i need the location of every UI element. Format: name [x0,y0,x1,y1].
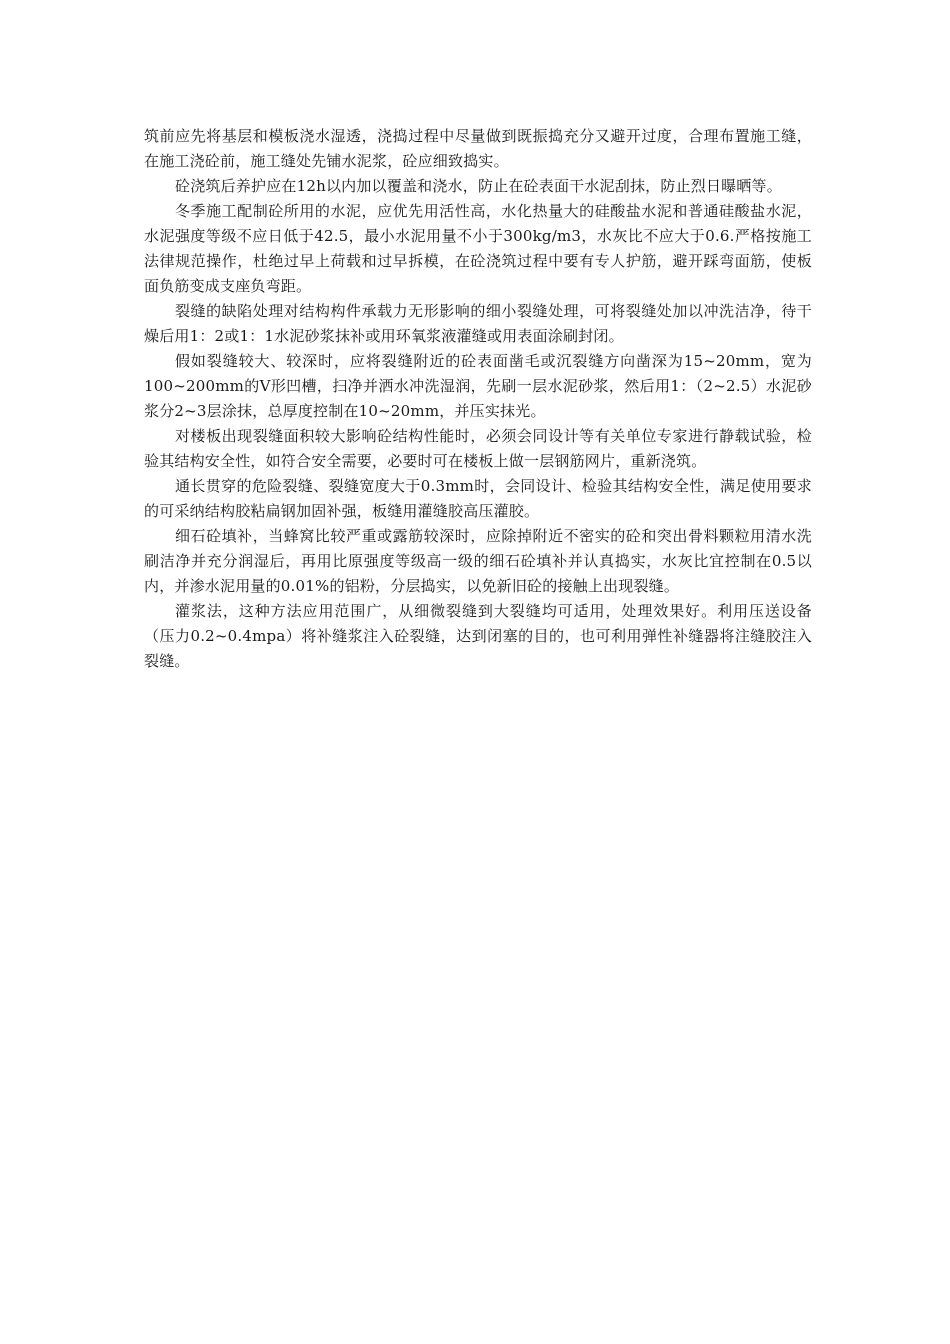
paragraph-load-test: 对楼板出现裂缝面积较大影响砼结构性能时，必须会同设计等有关单位专家进行静载试验，检验其结构安全性，如符合安全需要，必要时可在楼板上做一层钢筋网片，重新浇筑。 [144,427,812,470]
paragraph-continuation: 筑前应先将基层和模板浇水湿透，浇捣过程中尽量做到既振捣充分又避开过度，合理布置施工缝，在施工浇砼前，施工缝处先铺水泥浆，砼应细致捣实。 [144,127,812,170]
paragraph-fine-crack-treatment: 裂缝的缺陷处理对结构构件承载力无形影响的细小裂缝处理，可将裂缝处加以冲洗洁净，待干燥后用1：2或1：1水泥砂浆抹补或用环氧浆液灌缝或用表面涂刷封闭。 [144,302,812,345]
paragraph-large-crack-treatment: 假如裂缝较大、较深时，应将裂缝附近的砼表面凿毛或沉裂缝方向凿深为15~20mm，宽为100~200mm的V形凹槽，扫净并洒水冲洗湿润，先刷一层水泥砂浆，然后用1：（2~2.5）水泥砂浆分2~3层涂抹，总厚度控制在10~20mm，并压实抹光。 [144,352,812,420]
paragraph-fine-aggregate-fill: 细石砼填补，当蜂窝比较严重或露筋较深时，应除掉附近不密实的砼和突出骨料颗粒用清水洗刷洁净并充分润湿后，再用比原强度等级高一级的细石砼填补并认真捣实，水灰比宜控制在0.5以内，并渗水泥用量的0.01%的铝粉，分层捣实，以免新旧砼的接触上出现裂缝。 [144,527,812,595]
paragraph-through-crack: 通长贯穿的危险裂缝、裂缝宽度大于0.3mm时，会同设计、检验其结构安全性，满足使用要求的可采纳结构胶粘扁钢加固补强，板缝用灌缝胶高压灌胶。 [144,477,812,520]
paragraph-winter-construction: 冬季施工配制砼所用的水泥，应优先用活性高，水化热量大的硅酸盐水泥和普通硅酸盐水泥，水泥强度等级不应日低于42.5，最小水泥用量不小于300kg/m3，水灰比不应大于0.6.严格按施工法律规范操作，杜绝过早上荷载和过早拆模，在砼浇筑过程中要有专人护筋，避开踩弯面筋，使板面负筋变成支座负弯距。 [144,202,812,295]
document-body [144,124,812,674]
paragraph-grouting: 灌浆法，这种方法应用范围广，从细微裂缝到大裂缝均可适用，处理效果好。利用压送设备（压力0.2~0.4mpa）将补缝浆注入砼裂缝，达到闭塞的目的，也可利用弹性补缝器将注缝胶注入裂缝。 [144,602,812,670]
paragraph-curing: 砼浇筑后养护应在12h以内加以覆盖和浇水，防止在砼表面干水泥刮抹，防止烈日曝晒等。 [175,177,782,195]
